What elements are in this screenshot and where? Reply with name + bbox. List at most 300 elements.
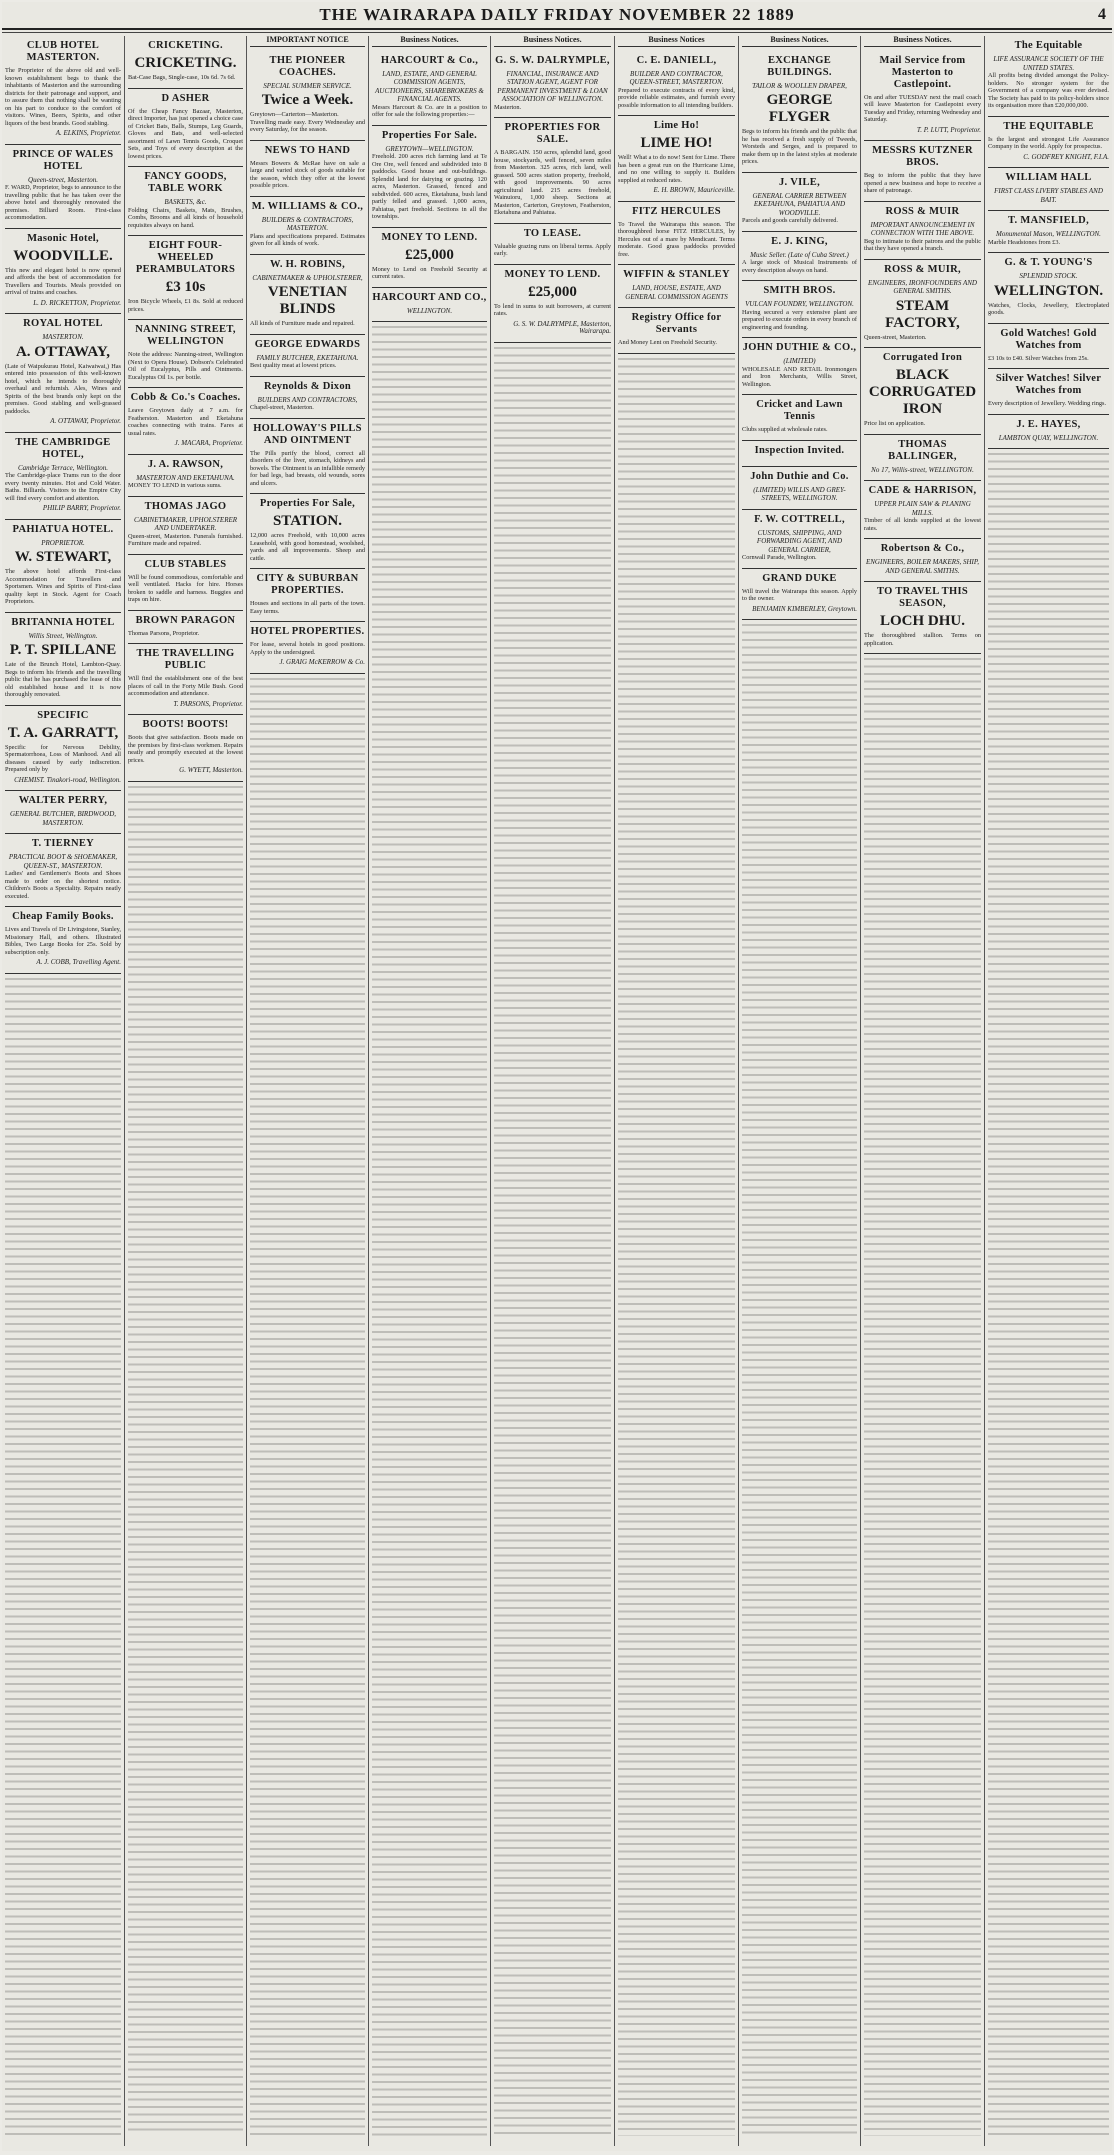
ad-title: EXCHANGE BUILDINGS. xyxy=(767,54,832,78)
ad-title: Inspection Invited. xyxy=(754,444,845,456)
ad-body: MONEY TO LEND in various sums. xyxy=(128,482,222,489)
ad-display-line: VENETIAN BLINDS xyxy=(267,284,348,317)
ad-title: THOMAS BALLINGER, xyxy=(888,438,957,462)
column-filler-print xyxy=(988,449,1109,2136)
column-filler-print xyxy=(864,654,981,2136)
ad-title: ROSS & MUIR, xyxy=(884,263,961,275)
ad-subtitle: FIRST CLASS LIVERY STABLES AND BAIT. xyxy=(994,187,1103,204)
ad-body: Will be found commodious, comfortable and well ventilated. Hacks for hire. Horses broken to saddle and harness. Buggies and traps on hire. xyxy=(128,573,243,603)
ad-body: Price list on application. xyxy=(864,420,926,427)
ad-body: Lives and Travels of Dr Livingstone, Stanley, Missionary Hall, and others. Illustrated Bibles, Two Large Books for 25s. Sold by subscription only. xyxy=(5,926,121,956)
ad-body: Prepared to execute contracts of every kind, provide reliable estimates, and furnish every possible information to all intending builders. xyxy=(618,86,735,109)
advertisement xyxy=(864,260,981,349)
ad-title: John Duthie and Co. xyxy=(750,470,849,482)
ad-title: MONEY TO LEND. xyxy=(381,231,478,243)
ad-body: A BARGAIN. 150 acres, splendid land, good house, stockyards, well fenced, seven miles from Masterton. 325 acres, rich land, well grassed. 500 acres station property, freehold, with good improvements. 90 acres agricultural land. 215 acres freehold, Wainuioru, 1,000 sheep. Sections at Masterton, Carterton, Greytown, Featherston, Eketahuna and Pahiatua. xyxy=(494,149,611,216)
advertisement xyxy=(618,202,735,266)
column-heading: Business Notices. xyxy=(742,36,857,47)
advertisement xyxy=(128,320,243,388)
ad-subtitle: Monumental Mason, WELLINGTON. xyxy=(996,230,1101,238)
advertisement xyxy=(988,36,1109,117)
ad-title: T. MANSFIELD, xyxy=(1007,215,1089,226)
column-7 xyxy=(738,36,860,2146)
ad-title: GEORGE EDWARDS xyxy=(254,338,361,350)
ad-body: Freehold. 200 acres rich farming land at Te Ore Ore, well fenced and subdivided into 8 paddocks. Good house and out-buildings. Splendid land for dairying or grazing. 120 acres, Masterton. Grassed, fenced and subdivided. 600 acres, Eketahuna, bush land partly felled and grassed. 1,000 acres, Pahiatua, part freehold. Sections in all the townships. xyxy=(372,153,487,220)
advertisement xyxy=(128,388,243,455)
ad-display-line: £3 10s xyxy=(165,279,206,295)
ad-display-line: GEORGE FLYGER xyxy=(766,92,833,125)
ad-title: HOTEL PROPERTIES. xyxy=(250,626,365,637)
ad-signature: BENJAMIN KIMBERLEY, Greytown. xyxy=(752,604,857,613)
ad-signature: J. MACARA, Proprietor. xyxy=(174,439,243,447)
column-filler-print xyxy=(250,674,365,2136)
masthead-title: THE WAIRARAPA DAILY FRIDAY NOVEMBER 22 1889 xyxy=(319,5,795,24)
advertisement xyxy=(988,324,1109,370)
ad-title: C. E. DANIELL, xyxy=(636,54,717,66)
advertisement xyxy=(5,706,121,792)
ad-subtitle: MASTERTON. xyxy=(42,333,84,341)
advertisement xyxy=(494,51,611,119)
ad-body: Bat-Case Bags, Single-case, 10s 6d. 7s 6d. xyxy=(128,74,236,81)
column-heading: IMPORTANT NOTICE xyxy=(250,36,365,47)
advertisement xyxy=(250,255,365,335)
ad-subtitle: PROPRIETOR. xyxy=(41,538,85,547)
ad-body: For lease, several hotels in good positions. Apply to the undersigned. xyxy=(250,641,365,656)
ad-display-line: W. STEWART, xyxy=(14,549,112,565)
advertisement xyxy=(988,253,1109,324)
ad-body: This new and elegant hotel is now opened and affords the best of accommodation for Travellers and Tourists. Meals provided on arrival of trains and coaches. xyxy=(5,266,121,296)
ad-title: WILLIAM HALL xyxy=(1005,172,1092,183)
ad-display-line: LOCH DHU. xyxy=(879,613,965,629)
ad-title: Lime Ho! xyxy=(653,120,700,131)
ad-body: Thomas Parsons, Proprietor. xyxy=(128,629,200,637)
ad-display-line: STATION. xyxy=(272,513,343,529)
ad-title: Mail Service from Masterton to Castlepoint. xyxy=(879,54,966,90)
advertisement xyxy=(742,510,857,569)
ad-subtitle: CABINETMAKER, UPHOLSTERER AND UNDERTAKER. xyxy=(133,515,238,532)
ad-title: Robertson & Co., xyxy=(880,543,965,554)
advertisement xyxy=(742,281,857,338)
advertisement xyxy=(250,51,365,141)
advertisement xyxy=(128,611,243,645)
ad-title: Cheap Family Books. xyxy=(12,911,114,922)
ad-subtitle: GENERAL BUTCHER, BIRDWOOD, MASTERTON. xyxy=(9,810,117,827)
ad-title: THE CAMBRIDGE HOTEL, xyxy=(15,436,111,460)
ad-body: The Proprietor of the above old and well-known establishment begs to thank the inhabitants of Masterton and the surrounding districts for their patronage and support, and to assure them that nothing shall be wanting on his part to conduce to the comfort of visitors. Wines, Beers, Spirits, and other liquors of the best brands. Good stabling. xyxy=(5,67,121,127)
ad-body: 12,000 acres Freehold, with 10,000 acres Leasehold, with good homestead, woolshed, yards and all improvements. Sheep and cattle. xyxy=(250,532,365,562)
ad-display-line: £25,000 xyxy=(528,283,577,300)
ad-subtitle: FAMILY BUTCHER, EKETAHUNA. xyxy=(256,353,359,362)
ad-subtitle: (LIMITED) xyxy=(783,357,816,365)
ad-title: JOHN DUTHIE & CO., xyxy=(742,342,857,353)
ad-subtitle: MASTERTON AND EKETAHUNA. xyxy=(136,473,235,482)
advertisement xyxy=(618,308,735,354)
ad-subtitle: SPLENDID STOCK. xyxy=(1019,272,1078,280)
ad-signature: G. WYETT, Masterton. xyxy=(179,766,243,774)
ad-body: Iron Bicycle Wheels, £1 8s. Sold at reduced prices. xyxy=(128,298,243,313)
ad-title: Masonic Hotel, xyxy=(27,232,99,244)
page-number: 4 xyxy=(1098,6,1106,23)
column-heading: Business Notices. xyxy=(494,36,611,47)
masthead-rule xyxy=(2,32,1112,33)
ad-title: Registry Office for Servants xyxy=(631,312,722,335)
ad-body: Messrs Bowers & McRae have on sale a large and varied stock of goods suitable for the season, which they offer at the lowest possible prices. xyxy=(250,159,365,189)
ad-subtitle: SPECIAL SUMMER SERVICE. xyxy=(263,81,352,90)
ad-body: F. WARD, Proprietor, begs to announce to the travelling public that he has taken over the above hotel and thoroughly renovated the premises. Billiard Room. First-class accommodation. xyxy=(5,184,121,221)
ad-subtitle: BUILDERS AND CONTRACTORS, xyxy=(257,395,358,404)
ad-body: Ladies' and Gentlemen's Boots and Shoes made to order on the shortest notice. Children's Boots a Speciality. Repairs neatly executed. xyxy=(5,870,121,900)
ad-body: Houses and sections in all parts of the town. Easy terms. xyxy=(250,600,365,615)
advertisement xyxy=(988,415,1109,450)
ad-title: CLUB HOTEL MASTERTON. xyxy=(26,40,100,63)
ad-title: MESSRS KUTZNER BROS. xyxy=(872,145,973,168)
ad-signature: E. H. BROWN, Mauriceville. xyxy=(653,186,735,194)
ad-title: FANCY GOODS, TABLE WORK xyxy=(144,171,227,194)
advertisement xyxy=(864,348,981,435)
ad-body: All kinds of Furniture made and repaired. xyxy=(250,320,355,327)
ad-body: The Cambridge-place Trams run to the door every twenty minutes. Hot and Cold Water. Baths. Billiards. Visitors to the Empire City will find every comfort and attention. xyxy=(5,472,121,502)
advertisement xyxy=(988,211,1109,253)
ad-subtitle: CUSTOMS, SHIPPING, AND FORWARDING AGENT, AND GENERAL CARRIER, xyxy=(756,528,843,554)
ad-title: PROPERTIES FOR SALE. xyxy=(504,122,601,145)
advertisement xyxy=(5,907,121,974)
advertisement xyxy=(250,197,365,255)
ad-body: Money to Lend on Freehold Security at current rates. xyxy=(372,265,487,280)
column-4 xyxy=(368,36,490,2146)
ad-body: On and after TUESDAY next the mail coach will leave Masterton for Castlepoint every Tuesday and Friday, returning Wednesday and Saturday. xyxy=(864,93,981,123)
ad-title: PRINCE OF WALES HOTEL xyxy=(12,148,114,172)
ad-signature: PHILIP BARRY, Proprietor. xyxy=(42,504,121,512)
ad-body: The above hotel affords First-class Accommodation for Travellers and Sportsmen. Wines and Spirits of First-class quality kept in Stock. Agent for Coach Proprietors. xyxy=(5,568,121,605)
ad-body: To lend in sums to suit borrowers, at current rates. xyxy=(494,302,611,317)
ad-display-line: STEAM FACTORY, xyxy=(885,297,960,331)
ad-body: And Money Lent on Freehold Security. xyxy=(618,339,717,346)
column-filler-print xyxy=(618,354,735,2136)
advertisement xyxy=(618,116,735,202)
ad-display-line: LIME HO! xyxy=(640,135,713,151)
advertisement xyxy=(988,369,1109,415)
ad-title: THOMAS JAGO xyxy=(144,500,227,512)
advertisement xyxy=(250,419,365,495)
ad-body: Beg to inform the public that they have opened a new business and hope to receive a share of patronage. xyxy=(864,172,981,194)
advertisement xyxy=(250,569,365,622)
ad-title: THE TRAVELLING PUBLIC xyxy=(136,648,235,671)
newspaper-page xyxy=(2,2,1112,2151)
ad-title: EIGHT FOUR-WHEELED PERAMBULATORS xyxy=(135,240,236,275)
ad-body: Marble Headstones from £3. xyxy=(988,238,1061,246)
ad-title: Cricket and Lawn Tennis xyxy=(756,399,843,422)
advertisement xyxy=(742,232,857,282)
ad-title: BRITANNIA HOTEL xyxy=(11,616,115,628)
ad-body: Messrs Harcourt & Co. are in a position to offer for sale the following properties:— xyxy=(372,103,487,118)
ad-display-line: P. T. SPILLANE xyxy=(9,642,117,658)
ad-title: CLUB STABLES xyxy=(144,558,227,570)
advertisement xyxy=(128,36,243,89)
advertisement xyxy=(128,236,243,320)
ad-title: PAHIATUA HOTEL. xyxy=(12,523,114,535)
advertisement xyxy=(864,539,981,582)
ad-subtitle: (LIMITED) WILLIS AND GREY-STREETS, WELLINGTON. xyxy=(753,485,846,502)
ad-title: GRAND DUKE xyxy=(762,572,837,584)
ad-title: THE PIONEER COACHES. xyxy=(269,54,346,78)
advertisement xyxy=(742,51,857,173)
advertisement xyxy=(864,582,981,654)
advertisement xyxy=(128,167,243,236)
ad-subtitle: BUILDER AND CONTRACTOR, QUEEN-STREET, MASTERTON. xyxy=(629,69,724,86)
ad-subtitle: GENERAL CARRIER BETWEEN EKETAHUNA, PAHIATUA AND WOODVILLE. xyxy=(752,191,847,217)
ad-subtitle: BUILDERS & CONTRACTORS, MASTERTON. xyxy=(261,215,354,232)
advertisement xyxy=(988,168,1109,211)
ad-body: (Late of Waipukurau Hotel, Kaiwaiwai,) Has entered into possession of this well-known hotel, which he intends to thoroughly overhaul and refurnish. Ales, Wines and Spirits of the best brands only kept on the premises. Good stabling and well-grassed paddocks. xyxy=(5,362,121,415)
ad-subtitle: TAILOR & WOOLLEN DRAPER, xyxy=(752,81,847,90)
ad-signature: T. P. LUTT, Proprietor. xyxy=(916,125,981,134)
ad-subtitle: CABINETMAKER & UPHOLSTERER, xyxy=(252,273,363,282)
ad-body: Clubs supplied at wholesale rates. xyxy=(742,426,828,433)
advertisement xyxy=(250,335,365,377)
advertisement xyxy=(372,51,487,126)
ad-display-line: WOODVILLE. xyxy=(13,247,113,264)
ad-subtitle: Cambridge Terrace, Wellington. xyxy=(17,463,109,472)
advertisement xyxy=(988,117,1109,169)
ad-title: E. J. KING, xyxy=(771,235,828,247)
advertisement xyxy=(5,791,121,834)
advertisement xyxy=(250,141,365,197)
ad-title: The Equitable xyxy=(1014,40,1083,51)
ad-title: G. S. W. DALRYMPLE, xyxy=(495,54,610,66)
advertisement xyxy=(128,555,243,611)
ad-subtitle: VULCAN FOUNDRY, WELLINGTON. xyxy=(745,300,854,308)
masthead xyxy=(2,2,1112,30)
advertisement xyxy=(618,51,735,117)
ad-title: NEWS TO HAND xyxy=(264,144,351,156)
ad-subtitle: Queen-street, Masterton. xyxy=(28,175,98,184)
ad-subtitle: WELLINGTON. xyxy=(406,306,453,315)
advertisement xyxy=(742,441,857,467)
ad-title: F. W. COTTRELL, xyxy=(754,513,845,525)
ad-body: Late of the Brunch Hotel, Lambton-Quay. Begs to inform his friends and the travelling public that he has purchased the lease of this old established house and it is now thoroughly renovated. xyxy=(5,661,121,698)
advertisement xyxy=(864,435,981,482)
ad-title: BOOTS! BOOTS! xyxy=(142,719,229,730)
ad-subtitle: LAND, ESTATE, AND GENERAL COMMISSION AGENTS, AUCTIONEERS, SHAREBROKERS & FINANCIAL AGENTS. xyxy=(375,69,484,103)
advertisement xyxy=(372,126,487,228)
ad-title: WALTER PERRY, xyxy=(18,795,108,806)
ad-title: D ASHER xyxy=(161,92,210,104)
ad-body: Will travel the Wairarapa this season. Apply to the owner. xyxy=(742,587,857,602)
column-heading: Business Notices. xyxy=(372,36,487,47)
ad-body: Specific for Nervous Debility, Spermatorrhoea, Loss of Manhood. And all diseases caused by early indiscretion. Prepared only by xyxy=(5,743,121,773)
ad-signature: L. D. RICKETTON, Proprietor. xyxy=(33,298,121,307)
ad-title: Silver Watches! Silver Watches from xyxy=(995,373,1102,396)
ad-body: Every description of Jewellery. Wedding rings. xyxy=(988,400,1107,407)
column-heading: Business Notices xyxy=(618,36,735,47)
ad-display-line: A. OTTAWAY, xyxy=(15,343,111,360)
ad-title: TO TRAVEL THIS SEASON, xyxy=(877,586,968,609)
advertisement xyxy=(742,173,857,232)
ad-title: Properties For Sale, xyxy=(259,498,356,509)
ad-title: TO LEASE. xyxy=(523,227,582,239)
ad-subtitle: IMPORTANT ANNOUNCEMENT IN CONNECTION WITH THE ABOVE. xyxy=(870,220,975,237)
column-filler-print xyxy=(372,322,487,2136)
ad-body: Greytown—Carterton—Masterton. Travelling made easy. Every Wednesday and every Saturday, for the season. xyxy=(250,111,365,133)
advertisement xyxy=(5,613,121,706)
ad-body: Masterton. xyxy=(494,103,522,111)
ad-subtitle: Willis Street, Wellington. xyxy=(28,631,98,640)
advertisement xyxy=(5,520,121,613)
column-6 xyxy=(614,36,738,2146)
ad-subtitle: BASKETS, &c. xyxy=(164,198,207,206)
ad-signature: CHEMIST. Tinakori-road, Wellington. xyxy=(14,775,121,784)
column-1 xyxy=(2,36,124,2146)
ad-display-line: T. A. GARRATT, xyxy=(7,724,119,741)
ad-signature: T. PARSONS, Proprietor. xyxy=(173,699,243,708)
ad-display-line: Twice a Week. xyxy=(261,92,354,108)
ad-body: Leave Greytown daily at 7 a.m. for Featherston. Masterton and Eketahuna coaches connecting with trains. Fares at usual rates. xyxy=(128,407,243,437)
ad-subtitle: FINANCIAL, INSURANCE AND STATION AGENT, AGENT FOR PERMANENT INVESTMENT & LOAN ASSOCIATION OF WELLINGTON. xyxy=(497,69,608,103)
ad-subtitle: PRACTICAL BOOT & SHOEMAKER, QUEEN-ST., MASTERTON. xyxy=(8,853,118,870)
ad-signature: G. S. W. DALRYMPLE, Masterton, Wairarapa. xyxy=(513,319,611,335)
advertisement xyxy=(742,395,857,441)
advertisement xyxy=(864,481,981,539)
ad-body: Cornwall Parade, Wellington. xyxy=(742,554,817,561)
advertisement xyxy=(494,224,611,265)
advertisement xyxy=(494,118,611,224)
advertisement xyxy=(5,314,121,433)
advertisement xyxy=(864,202,981,260)
advertisement xyxy=(128,455,243,497)
ad-title: HARCOURT & Co., xyxy=(380,54,479,66)
ad-title: BROWN PARAGON xyxy=(135,614,236,626)
ad-body: Boots that give satisfaction. Boots made on the premises by first-class workmen. Repairs neatly and promptly executed at the lowest prices. xyxy=(128,734,243,764)
ad-body: The Pills purify the blood, correct all disorders of the liver, stomach, kidneys and bowels. The Ointment is an infallible remedy for bad legs, bad breasts, old wounds, sores and ulcers. xyxy=(250,449,365,487)
ad-body: Chapel-street, Masterton. xyxy=(250,404,314,411)
ad-title: T. TIERNEY xyxy=(31,838,95,849)
ad-body: Will find the establishment one of the best places of call in the Forty Mile Bush. Good accommodation and attendance. xyxy=(128,675,243,697)
advertisement xyxy=(494,265,611,343)
advertisement xyxy=(128,715,243,782)
ad-title: CADE & HARRISON, xyxy=(868,485,977,496)
ad-title: HOLLOWAY'S PILLS AND OINTMENT xyxy=(253,422,362,446)
ad-title: CITY & SUBURBAN PROPERTIES. xyxy=(256,573,359,596)
ad-body: To Travel the Wairarapa this season. The thoroughbred horse FITZ HERCULES, by Hercules out of a mare by Mendicant. Terms moderate. Good grass paddocks provided free. xyxy=(618,220,735,258)
advertisement xyxy=(128,89,243,168)
ad-signature: A. OTTAWAY, Proprietor. xyxy=(50,417,121,425)
ad-body: A large stock of Musical Instruments of every description always on hand. xyxy=(742,259,857,274)
advertisement xyxy=(372,288,487,323)
ad-title: W. H. ROBINS, xyxy=(270,258,345,270)
ad-title: Cobb & Co.'s Coaches. xyxy=(130,392,241,403)
ad-subtitle: UPPER PLAIN SAW & PLANING MILLS. xyxy=(874,500,971,517)
advertisement xyxy=(5,36,121,145)
advertisement xyxy=(5,433,121,520)
ad-body: £3 10s to £40. Silver Watches from 25s. xyxy=(988,354,1089,362)
ad-display-line: WELLINGTON. xyxy=(993,282,1104,299)
ad-title: ROYAL HOTEL xyxy=(23,318,103,329)
column-9 xyxy=(984,36,1112,2146)
advertisement xyxy=(250,377,365,419)
ad-signature: A. ELKINS, Proprietor. xyxy=(55,129,121,137)
ad-title: NANNING STREET, WELLINGTON xyxy=(135,324,236,347)
advertisement xyxy=(5,229,121,315)
ad-body: Best quality meat at lowest prices. xyxy=(250,362,337,369)
column-filler-print xyxy=(128,782,243,2136)
ad-subtitle: ENGINEERS, BOILER MAKERS, SHIP, AND GENERAL SMITHS. xyxy=(865,558,980,575)
advertisement xyxy=(864,51,981,142)
ad-body: Queen-street, Masterton. Funerals furnished. Furniture made and repaired. xyxy=(128,532,243,547)
ad-body: All profits being divided amongst the Policy-holders. No stronger system for the Government of a company was ever devised. The Society has paid to its policy-holders since its organisation more than £20,000,000. xyxy=(988,72,1109,109)
ad-title: SMITH BROS. xyxy=(763,285,836,296)
ad-body: Valuable grazing runs on liberal terms. Apply early. xyxy=(494,242,611,257)
ad-body: Begs to inform his friends and the public that he has received a fresh supply of Tweeds, Worsteds and Serges, and is prepared to make them up in the latest styles at moderate prices. xyxy=(742,128,857,165)
ad-body: Is the largest and strongest Life Assurance Company in the world. Apply for prospectus. xyxy=(988,135,1109,150)
ad-body: Well! What a to do now! Sent for Lime. There has been a great run on the Hurricane Lime, and no one willing to supply it. Builders supplied at reduced rates. xyxy=(618,154,735,184)
advertisement xyxy=(250,622,365,674)
ad-title: SPECIFIC xyxy=(37,709,89,721)
ad-body: Parcels and goods carefully delivered. xyxy=(742,217,838,224)
ad-body: Queen-street, Masterton. xyxy=(864,333,927,341)
ad-signature: J. GRAIG McKERROW & Co. xyxy=(279,658,365,666)
ad-display-line: £25,000 xyxy=(405,246,454,263)
ad-title: Reynolds & Dixon xyxy=(263,380,352,392)
ad-title: CRICKETING. xyxy=(148,40,223,51)
advertisement xyxy=(250,494,365,569)
ad-body: The thoroughbred stallion. Terms on application. xyxy=(864,632,981,647)
advertisement xyxy=(5,145,121,229)
ad-subtitle: ENGINEERS, IRONFOUNDERS AND GENERAL SMITHS. xyxy=(868,278,977,295)
ad-body: Having secured a very extensive plant are prepared to execute orders in every branch of engineering and founding. xyxy=(742,308,857,331)
advertisement xyxy=(618,265,735,308)
ad-subtitle: GREYTOWN—WELLINGTON. xyxy=(385,144,474,153)
ad-title: Properties For Sale. xyxy=(381,129,478,141)
ad-body: WHOLESALE AND RETAIL Ironmongers and Iron Merchants, Willis Street, Wellington. xyxy=(742,365,857,388)
ad-title: ROSS & MUIR xyxy=(885,205,960,217)
column-8 xyxy=(860,36,984,2146)
ad-title: G. & T. YOUNG'S xyxy=(1004,257,1093,268)
ad-display-line: BLACK CORRUGATED IRON xyxy=(868,367,977,417)
column-heading: Business Notices. xyxy=(864,36,981,47)
ad-body: Beg to intimate to their patrons and the public that they have opened a branch. xyxy=(864,237,981,252)
ad-title: FITZ HERCULES xyxy=(632,205,721,217)
ad-signature: A. J. COBB, Travelling Agent. xyxy=(36,958,121,966)
ad-body: Timber of all kinds supplied at the lowest rates. xyxy=(864,517,981,532)
ad-subtitle: LIFE ASSURANCE SOCIETY OF THE UNITED STATES. xyxy=(993,55,1104,72)
ad-subtitle: No 17, Willis-street, WELLINGTON. xyxy=(871,465,974,474)
advertisement xyxy=(5,834,121,907)
ad-title: M. WILLIAMS & CO., xyxy=(251,200,364,212)
ad-body: Watches, Clocks, Jewellery, Electroplated goods. xyxy=(988,301,1109,316)
advertisement xyxy=(742,467,857,510)
ad-subtitle: LAMBTON QUAY, WELLINGTON. xyxy=(998,433,1099,442)
column-filler-print xyxy=(5,974,121,2136)
column-filler-print xyxy=(742,620,857,2136)
advertisement xyxy=(372,228,487,288)
ad-title: HARCOURT AND CO., xyxy=(372,291,487,303)
advertisement xyxy=(128,497,243,555)
ad-title: J. E. HAYES, xyxy=(1016,418,1081,430)
column-2 xyxy=(124,36,246,2146)
ad-body: Note the address: Nanning-street, Wellington (Next to Opera House). Dobson's Celebrated Oil of Eucalyptus, Pills and Ointments. Eucalyptus Oil 1s. per bottle. xyxy=(128,351,243,381)
ad-title: J. A. RAWSON, xyxy=(147,458,224,470)
ad-title: J. VILE, xyxy=(778,176,820,188)
advertisement xyxy=(864,141,981,202)
ad-title: WIFFIN & STANLEY xyxy=(623,269,730,280)
column-filler-print xyxy=(494,343,611,2136)
ad-title: Gold Watches! Gold Watches from xyxy=(1000,327,1097,351)
column-3 xyxy=(246,36,368,2146)
ad-title: THE EQUITABLE xyxy=(1003,120,1094,132)
ad-body: Of the Cheap Fancy Bazaar, Masterton, direct Importer, has just opened a choice case of Cricket Bats, Balls, Stumps, Leg Guards, Gloves and Bats, and well-selected assortment of Lawn Tennis Goods, Croquet Sets, and Toys of every description at the lowest prices. xyxy=(128,107,243,160)
ad-signature: C. GODFREY KNIGHT, F.I.A. xyxy=(1023,152,1109,161)
ad-display-line: CRICKETING. xyxy=(134,55,237,71)
